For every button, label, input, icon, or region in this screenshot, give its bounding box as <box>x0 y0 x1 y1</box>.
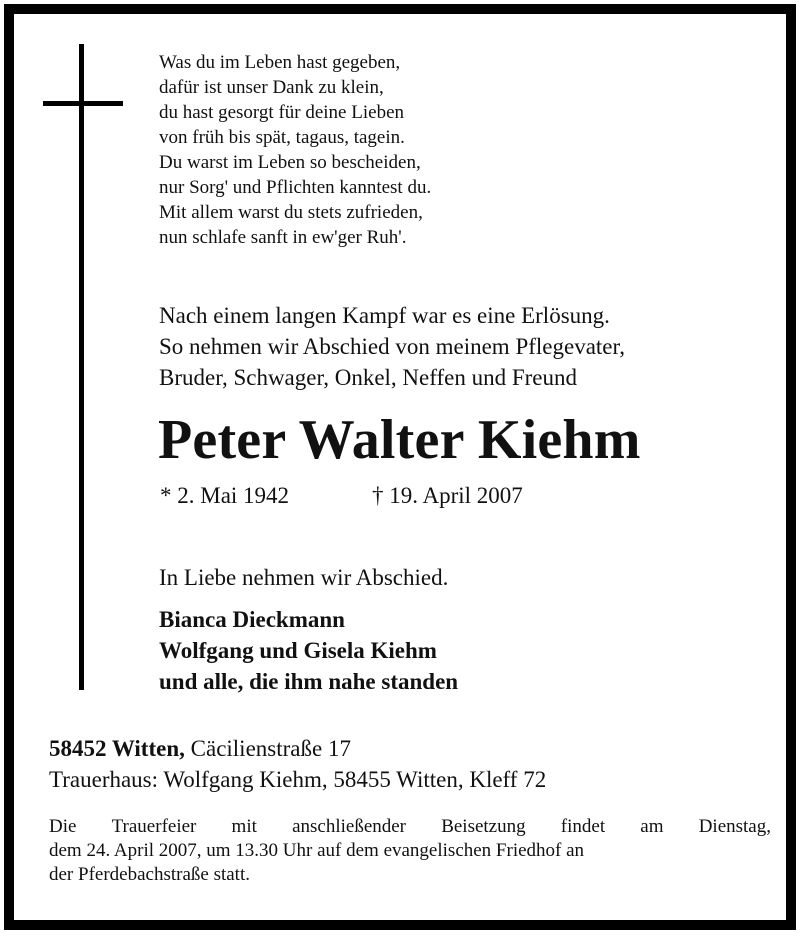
poem-line: von früh bis spät, tagaus, tagein. <box>159 127 405 148</box>
trauerhaus-line: Trauerhaus: Wolfgang Kiehm, 58455 Witten, Kleff 72 <box>49 767 547 792</box>
intro-line: Nach einem langen Kampf war es eine Erlösung. <box>159 303 610 328</box>
farewell-line: In Liebe nehmen wir Abschied. <box>159 565 449 590</box>
intro-line: So nehmen wir Abschied von meinem Pflegevater, <box>159 334 625 359</box>
address-street: Cäcilienstraße 17 <box>190 736 351 761</box>
service-line <box>49 815 771 839</box>
address-line <box>49 733 546 764</box>
poem-line: dafür ist unser Dank zu klein, <box>159 77 384 98</box>
poem-line: nun schlafe sanft in ew'ger Ruh'. <box>159 227 407 248</box>
mourner-line: Bianca Dieckmann <box>159 607 345 632</box>
service-info <box>49 815 771 887</box>
service-word: Dienstag, <box>698 816 771 837</box>
service-word: am <box>640 816 664 837</box>
service-word: anschließender <box>292 816 407 837</box>
service-line: dem 24. April 2007, um 13.30 Uhr auf dem evangelischen Friedhof an <box>49 840 585 861</box>
service-word: Trauerfeier <box>111 816 197 837</box>
poem-line: Du warst im Leben so bescheiden, <box>159 152 421 173</box>
poem-line: nur Sorg' und Pflichten kanntest du. <box>159 177 432 198</box>
poem-line: Was du im Leben hast gegeben, <box>159 52 401 73</box>
mourner-line: und alle, die ihm nahe standen <box>159 669 459 694</box>
service-word: findet <box>560 816 606 837</box>
service-word: mit <box>231 816 257 837</box>
service-line: der Pferdebachstraße statt. <box>49 864 250 885</box>
address-city: 58452 Witten, <box>49 736 185 761</box>
death-date: † 19. April 2007 <box>372 483 523 508</box>
poem <box>159 50 431 250</box>
service-word: Die <box>49 816 77 837</box>
deceased-name: Peter Walter Kiehm <box>158 409 641 471</box>
service-word: Beisetzung <box>441 816 526 837</box>
mourner-line: Wolfgang und Gisela Kiehm <box>159 638 437 663</box>
intro-line: Bruder, Schwager, Onkel, Neffen und Freund <box>159 365 578 390</box>
birth-date: * 2. Mai 1942 <box>160 483 290 508</box>
poem-line: Mit allem warst du stets zufrieden, <box>159 202 423 223</box>
cross-icon-vertical <box>79 44 84 690</box>
intro-text <box>159 300 625 393</box>
cross-icon-horizontal <box>43 101 123 106</box>
poem-line: du hast gesorgt für deine Lieben <box>159 102 404 123</box>
mourners <box>159 604 458 697</box>
address-block <box>49 733 546 795</box>
